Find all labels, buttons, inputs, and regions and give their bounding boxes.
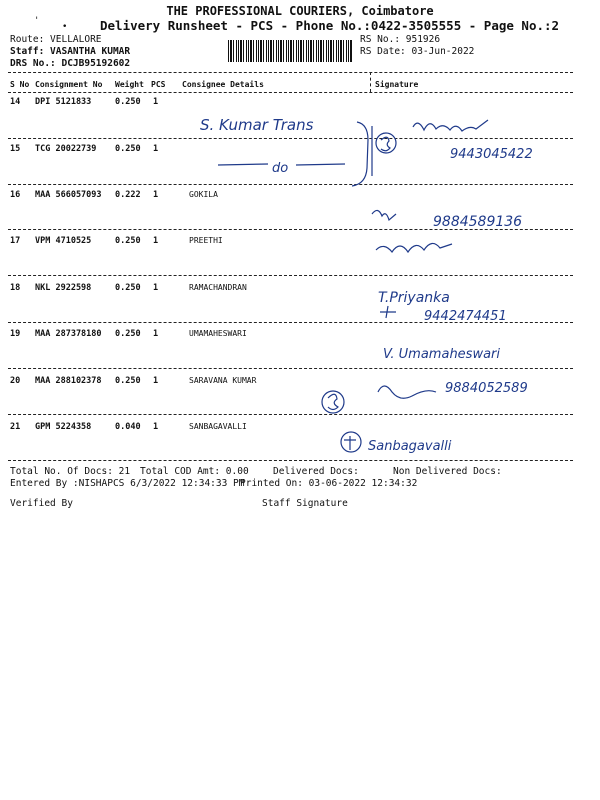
initials-circle <box>341 432 361 452</box>
drs-number: DRS No.: DCJB95192602 <box>10 58 131 69</box>
row-consignee: RAMACHANDRAN <box>189 283 247 292</box>
row-weight: 0.250 <box>115 376 141 386</box>
row-consignee: UMAMAHESWARI <box>189 329 247 338</box>
rs-date: RS Date: 03-Jun-2022 <box>360 46 475 57</box>
row-weight: 0.250 <box>115 329 141 339</box>
handwritten-name: V. Umamaheswari <box>383 347 501 362</box>
row-weight: 0.222 <box>115 190 141 200</box>
row-consignment: MAA 288102378 <box>35 376 102 386</box>
print-mark: ' <box>34 16 40 26</box>
row-consignment: GPM 5224358 <box>35 422 92 432</box>
row-pcs: 1 <box>153 144 159 154</box>
signature-scribble <box>413 120 488 131</box>
col-weight: Weight <box>115 80 144 89</box>
route-label: Route: VELLALORE <box>10 34 102 45</box>
row-consignee: GOKILA <box>189 190 218 199</box>
entered-by: Entered By :NISHAPCS 6/3/2022 12:34:33 PM <box>10 478 245 489</box>
company-title: THE PROFESSIONAL COURIERS, Coimbatore <box>166 4 434 18</box>
handwritten-name: T.Priyanka <box>378 290 450 306</box>
total-docs: Total No. Of Docs: 21 <box>10 466 131 477</box>
row-sno: 20 <box>10 376 21 386</box>
printed-on: Printed On: 03-06-2022 12:34:32 <box>240 478 418 489</box>
handwritten-name: S. Kumar Trans <box>200 116 314 134</box>
row-pcs: 1 <box>153 236 159 246</box>
initials-circle <box>376 133 396 153</box>
rs-number: RS No.: 951926 <box>360 34 441 45</box>
row-consignee: PREETHI <box>189 236 223 245</box>
dash-mark <box>218 164 268 165</box>
staff-signature: Staff Signature <box>262 498 348 509</box>
dash-mark <box>296 164 345 165</box>
bracket-mark <box>352 122 368 186</box>
non-delivered-docs: Non Delivered Docs: <box>393 466 502 477</box>
col-signature: Signature <box>375 80 419 89</box>
print-mark: • <box>62 22 68 32</box>
handwritten-ditto: do <box>272 161 289 176</box>
row-weight: 0.250 <box>115 236 141 246</box>
row-consignment: VPM 4710525 <box>35 236 92 246</box>
col-sno: S No <box>10 80 30 89</box>
row-pcs: 1 <box>153 329 159 339</box>
runsheet-title: Delivery Runsheet - PCS - Phone No.:0422-3505555 - Page No.:2 <box>100 18 560 33</box>
row-pcs: 1 <box>153 376 159 386</box>
signature-scribble <box>380 306 396 318</box>
col-consignment: Consignment No <box>35 80 103 89</box>
row-pcs: 1 <box>153 283 159 293</box>
row-consignment: MAA 566057093 <box>35 190 102 200</box>
row-sno: 15 <box>10 144 21 154</box>
row-consignee: SARAVANA KUMAR <box>189 376 257 385</box>
row-consignee: SANBAGAVALLI <box>189 422 247 431</box>
staff-label: Staff: VASANTHA KUMAR <box>10 46 131 57</box>
handwritten-phone: 9443045422 <box>450 147 533 162</box>
row-weight: 0.250 <box>115 144 141 154</box>
row-sno: 19 <box>10 329 21 339</box>
row-pcs: 1 <box>153 97 159 107</box>
handwritten-name: Sanbagavalli <box>368 439 452 454</box>
col-consignee: Consignee Details <box>182 80 264 89</box>
handwritten-phone: 9442474451 <box>424 309 507 324</box>
row-weight: 0.250 <box>115 283 141 293</box>
row-consignment: MAA 287378180 <box>35 329 102 339</box>
row-consignment: NKL 2922598 <box>35 283 92 293</box>
row-weight: 0.250 <box>115 97 141 107</box>
handwritten-phone: 9884052589 <box>445 381 528 396</box>
col-pcs: PCS <box>151 80 166 89</box>
signature-scribble <box>376 243 452 252</box>
delivered-docs: Delivered Docs: <box>273 466 359 477</box>
row-sno: 17 <box>10 236 21 246</box>
row-consignment: DPI 5121833 <box>35 97 92 107</box>
signature-scribble <box>372 210 396 220</box>
handwritten-phone: 9884589136 <box>433 214 523 230</box>
total-cod: Total COD Amt: 0.00 <box>140 466 249 477</box>
row-pcs: 1 <box>153 190 159 200</box>
row-sno: 21 <box>10 422 21 432</box>
row-weight: 0.040 <box>115 422 141 432</box>
verified-by: Verified By <box>10 498 73 509</box>
row-consignment: TCG 20022739 <box>35 144 97 154</box>
signature-scribble <box>378 386 436 398</box>
row-pcs: 1 <box>153 422 159 432</box>
row-sno: 18 <box>10 283 21 293</box>
row-sno: 14 <box>10 97 21 107</box>
row-sno: 16 <box>10 190 21 200</box>
